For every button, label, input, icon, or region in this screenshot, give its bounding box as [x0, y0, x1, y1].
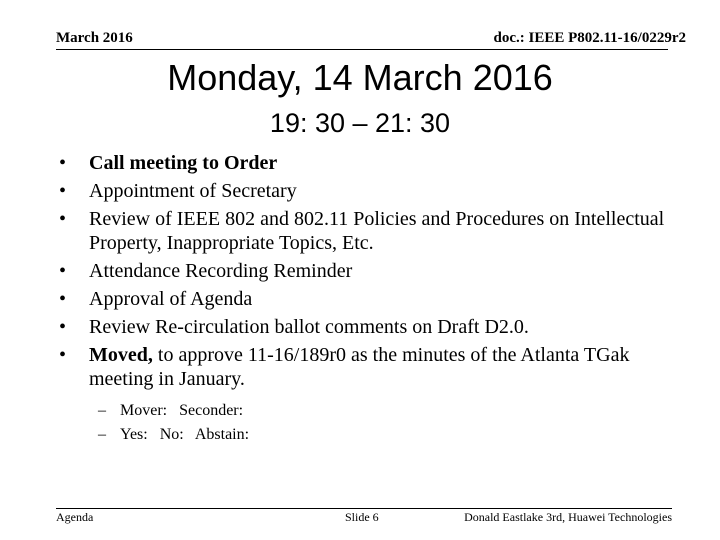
- agenda-item: [56, 151, 676, 175]
- vote-item-text: Yes: No: Abstain:: [120, 426, 250, 443]
- header-doc-id: doc.: IEEE P802.11-16/0229r2: [493, 30, 686, 46]
- agenda-item-text: Approval of Agenda: [89, 288, 253, 310]
- bullet-icon: •: [59, 208, 67, 230]
- vote-item: [98, 423, 249, 447]
- agenda-item: [56, 343, 676, 391]
- agenda-item-text: Review Re-circulation ballot comments on Draft D2.0.: [89, 316, 529, 338]
- footer-rule: [56, 508, 672, 509]
- bullet-icon: •: [59, 288, 67, 310]
- dash-icon: –: [98, 402, 106, 419]
- agenda-item-bold: Moved,: [89, 344, 153, 366]
- agenda-item-bold: Call meeting to Order: [89, 152, 278, 174]
- footer-author: Donald Eastlake 3rd, Huawei Technologies: [464, 510, 672, 524]
- agenda-item: [56, 259, 676, 283]
- agenda-item-text: to approve 11-16/189r0 as the minutes of the Atlanta TGak meeting in January.: [89, 344, 635, 390]
- bullet-icon: •: [59, 260, 67, 282]
- agenda-item: [56, 207, 676, 255]
- vote-item: [98, 399, 249, 423]
- agenda-item-text: Review of IEEE 802 and 802.11 Policies and Procedures on Intellectual Property, Inappropriate Topics, Etc.: [89, 208, 670, 254]
- vote-list: [98, 399, 249, 447]
- footer-slide-number: Slide 6: [345, 510, 379, 524]
- agenda-list: [56, 151, 676, 395]
- slide-subtitle: 19: 30 – 21: 30: [269, 108, 451, 138]
- agenda-item: [56, 287, 676, 311]
- header-rule: [56, 49, 668, 50]
- slide-title: Monday, 14 March 2016: [167, 57, 553, 98]
- agenda-item: [56, 315, 676, 339]
- vote-item-text: Mover: Seconder:: [120, 402, 244, 419]
- bullet-icon: •: [59, 152, 67, 174]
- agenda-item-text: Attendance Recording Reminder: [89, 260, 353, 282]
- agenda-item: [56, 179, 676, 203]
- header-date: March 2016: [56, 30, 133, 46]
- bullet-icon: •: [59, 316, 67, 338]
- dash-icon: –: [98, 426, 106, 443]
- bullet-icon: •: [59, 180, 67, 202]
- bullet-icon: •: [59, 344, 67, 366]
- agenda-item-text: Appointment of Secretary: [89, 180, 297, 202]
- footer-left: Agenda: [56, 510, 94, 524]
